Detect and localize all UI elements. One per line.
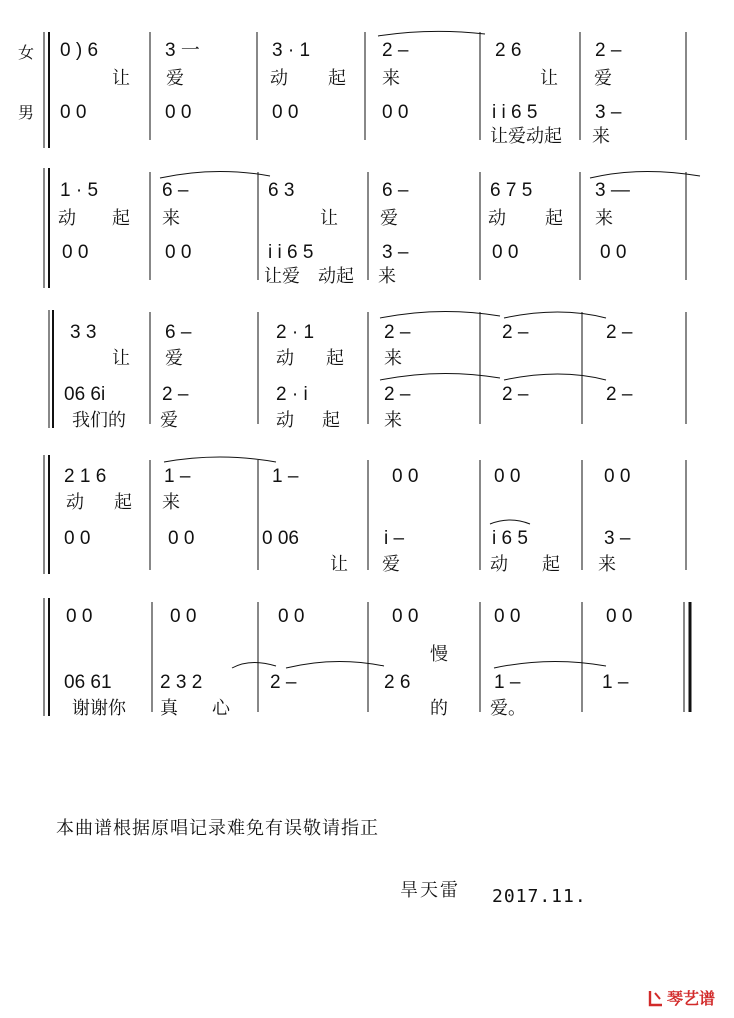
- lyric: 让: [540, 68, 558, 89]
- lyric: 让爱动起: [490, 126, 562, 147]
- transcriber-name: 旱天雷: [400, 880, 460, 901]
- lyric: 让爱: [264, 266, 300, 287]
- note-group: 0 0: [492, 242, 519, 263]
- tie-arc: [164, 457, 276, 462]
- tie-arc: [232, 662, 276, 668]
- lyric: 起: [328, 68, 346, 89]
- system-3: [49, 310, 686, 431]
- note-group: 0 0: [604, 466, 631, 487]
- lyric: 起: [545, 208, 563, 229]
- tie-arc: [590, 171, 700, 178]
- note-group: 0 06: [262, 528, 299, 549]
- note-group: 0 0: [392, 606, 419, 627]
- note-group: 2 1 6: [64, 466, 107, 487]
- note-group: 1 –: [272, 466, 299, 487]
- note-group: i –: [384, 528, 405, 549]
- lyric: 谢谢你: [72, 698, 126, 719]
- lyric: 爱: [166, 68, 184, 89]
- note-group: 2 –: [606, 384, 633, 405]
- site-watermark: [648, 986, 715, 1009]
- part-label-male: 男: [18, 103, 35, 122]
- lyric: 的: [430, 698, 448, 719]
- note-group: 6 –: [382, 180, 409, 201]
- lyric: 来: [598, 554, 616, 575]
- transcription-date: 2017.11.: [492, 886, 587, 907]
- lyric: 让: [320, 208, 338, 229]
- lyric: 动起: [318, 266, 354, 287]
- tie-arc: [286, 661, 384, 668]
- note-group: 1 · 5: [60, 180, 99, 201]
- lyric: 动: [58, 208, 76, 229]
- note-group: 2 –: [270, 672, 297, 693]
- lyric: 动: [490, 554, 508, 575]
- tie-arc: [380, 311, 500, 318]
- note-group: 3 一: [165, 40, 200, 61]
- note-group: 2 6: [495, 40, 522, 61]
- lyric: 来: [384, 410, 402, 431]
- lyric: 动: [276, 410, 294, 431]
- note-group: 1 –: [494, 672, 521, 693]
- lyric: 让: [112, 348, 130, 369]
- lyric: 动: [488, 208, 506, 229]
- lyric: 心: [212, 698, 230, 719]
- note-group: 3 –: [604, 528, 631, 549]
- note-group: 2 –: [162, 384, 189, 405]
- lyric: 爱: [382, 554, 400, 575]
- note-group: 2 3 2: [160, 672, 203, 693]
- note-group: 0 0: [62, 242, 89, 263]
- lyric: 来: [595, 208, 613, 229]
- lyric: 来: [592, 126, 610, 147]
- lyric: 起: [114, 492, 132, 513]
- lyric: 爱: [380, 208, 398, 229]
- note-group: 2 · i: [276, 384, 308, 405]
- lyric: 爱: [165, 348, 183, 369]
- tempo-mark: 慢: [430, 644, 448, 665]
- tie-arc: [378, 31, 485, 36]
- lyric: 来: [384, 348, 402, 369]
- lyric: 动: [270, 68, 288, 89]
- note-group: 2 –: [502, 322, 529, 343]
- note-group: 0 0: [278, 606, 305, 627]
- note-group: 2 6: [384, 672, 411, 693]
- lyric: 起: [326, 348, 344, 369]
- note-group: 2 –: [384, 384, 411, 405]
- lyric: 爱: [594, 68, 612, 89]
- tie-arc: [494, 661, 606, 668]
- tie-arc: [160, 171, 270, 178]
- lyric: 动: [276, 348, 294, 369]
- note-group: 0 0: [170, 606, 197, 627]
- note-group: 0 0: [382, 102, 409, 123]
- note-group: 6 3: [268, 180, 295, 201]
- note-group: 2 –: [382, 40, 409, 61]
- note-group: 3 –: [595, 102, 622, 123]
- lyric: 爱: [160, 410, 178, 431]
- note-group: 2 –: [595, 40, 622, 61]
- note-group: 2 –: [502, 384, 529, 405]
- system-4: [44, 455, 686, 575]
- note-group: 6 –: [165, 322, 192, 343]
- note-group: 1 –: [164, 466, 191, 487]
- note-group: 6 7 5: [490, 180, 533, 201]
- note-group: 0 0: [60, 102, 87, 123]
- note-group: 0 ) 6: [60, 40, 99, 61]
- note-group: 0 0: [272, 102, 299, 123]
- system-2: [44, 168, 700, 288]
- note-group: 3 –: [382, 242, 409, 263]
- note-group: i i 6 5: [492, 102, 538, 123]
- note-group: 06 6i: [64, 384, 106, 405]
- note-group: 0 0: [494, 466, 521, 487]
- lyric: 让: [330, 554, 348, 575]
- tie-arc: [504, 374, 606, 380]
- system-1: [18, 31, 686, 148]
- slur-arc: [490, 520, 530, 524]
- note-group: 0 0: [64, 528, 91, 549]
- lyric: 来: [382, 68, 400, 89]
- note-group: 0 0: [165, 102, 192, 123]
- note-group: i 6 5: [492, 528, 528, 549]
- note-group: 0 0: [66, 606, 93, 627]
- note-group: 1 –: [602, 672, 629, 693]
- note-group: 6 –: [162, 180, 189, 201]
- note-group: 0 0: [168, 528, 195, 549]
- part-label-female: 女: [18, 43, 35, 62]
- lyric: 起: [542, 554, 560, 575]
- tie-arc: [380, 373, 500, 380]
- brand-logo-icon: [648, 989, 664, 1007]
- note-group: 0 0: [165, 242, 192, 263]
- tie-arc: [504, 312, 606, 318]
- note-group: 3 3: [70, 322, 97, 343]
- lyric: 来: [378, 266, 396, 287]
- note-group: 06 61: [64, 672, 112, 693]
- lyric: 爱。: [490, 698, 526, 719]
- note-group: 0 0: [494, 606, 521, 627]
- note-group: 3 · 1: [272, 40, 311, 61]
- transcription-note: 本曲谱根据原唱记录难免有误敬请指正: [56, 818, 379, 839]
- note-group: 0 0: [600, 242, 627, 263]
- note-group: 2 · 1: [276, 322, 315, 343]
- lyric: 起: [322, 410, 340, 431]
- lyric: 让: [112, 68, 130, 89]
- note-group: 0 0: [606, 606, 633, 627]
- note-group: 3 —: [595, 180, 630, 201]
- lyric: 起: [112, 208, 130, 229]
- lyric: 动: [66, 492, 84, 513]
- lyric: 我们的: [72, 410, 126, 431]
- note-group: 2 –: [606, 322, 633, 343]
- lyric: 来: [162, 208, 180, 229]
- note-group: 2 –: [384, 322, 411, 343]
- system-5: [44, 598, 690, 719]
- note-group: i i 6 5: [268, 242, 314, 263]
- lyric: 真: [160, 698, 178, 719]
- note-group: 0 0: [392, 466, 419, 487]
- watermark-brand: 琴艺谱: [667, 989, 716, 1008]
- lyric: 来: [162, 492, 180, 513]
